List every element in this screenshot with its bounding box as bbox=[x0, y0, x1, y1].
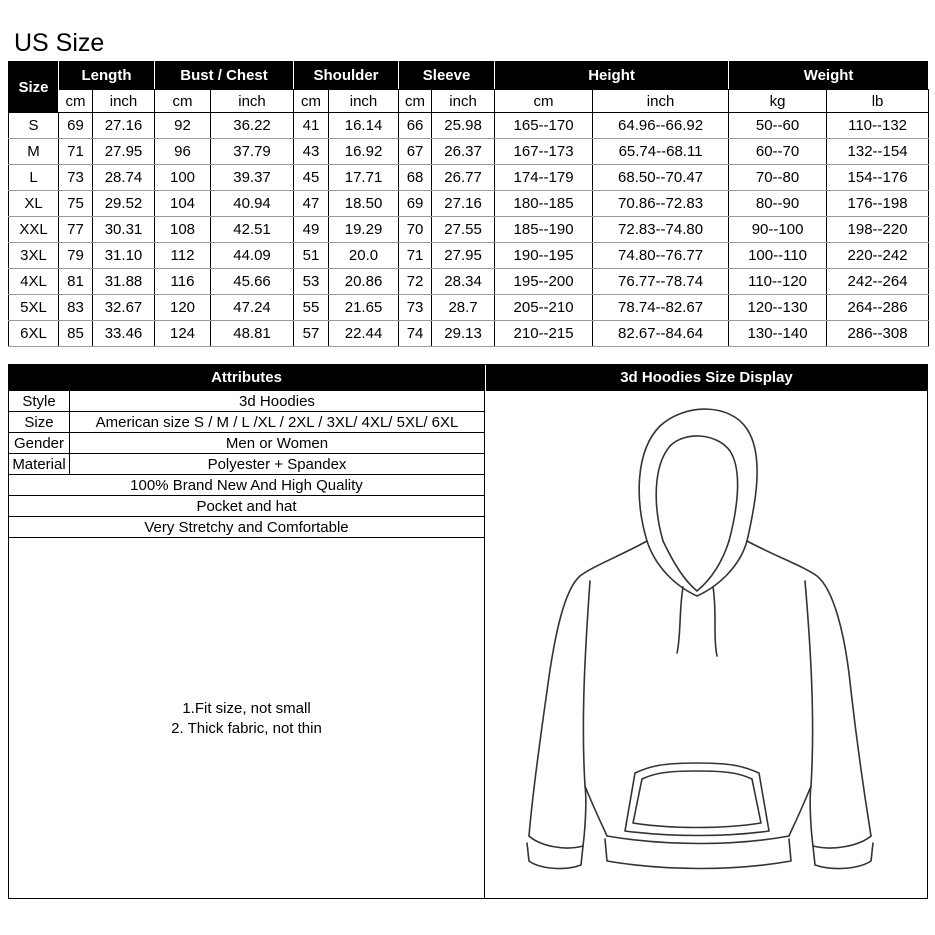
attribute-key: Material bbox=[9, 454, 70, 475]
table-cell: 22.44 bbox=[329, 321, 399, 347]
table-cell: 96 bbox=[155, 139, 211, 165]
table-cell: 26.77 bbox=[432, 165, 495, 191]
size-chart-table bbox=[8, 61, 929, 347]
table-cell: 85 bbox=[59, 321, 93, 347]
table-cell: 198--220 bbox=[827, 217, 929, 243]
table-cell: 21.65 bbox=[329, 295, 399, 321]
table-cell: 74 bbox=[399, 321, 432, 347]
table-cell: 81 bbox=[59, 269, 93, 295]
table-cell: 45 bbox=[294, 165, 329, 191]
table-cell: 68.50--70.47 bbox=[593, 165, 729, 191]
size-header: Size bbox=[9, 62, 59, 113]
table-cell: 242--264 bbox=[827, 269, 929, 295]
size-label-cell: S bbox=[9, 113, 59, 139]
note-line: 1.Fit size, not small bbox=[182, 700, 311, 717]
table-cell: 28.34 bbox=[432, 269, 495, 295]
size-label-cell: 6XL bbox=[9, 321, 59, 347]
table-cell: 69 bbox=[59, 113, 93, 139]
table-row bbox=[9, 269, 929, 295]
table-cell: 25.98 bbox=[432, 113, 495, 139]
table-cell: 50--60 bbox=[729, 113, 827, 139]
table-cell: 43 bbox=[294, 139, 329, 165]
table-cell: 53 bbox=[294, 269, 329, 295]
table-cell: 174--179 bbox=[495, 165, 593, 191]
table-cell: 82.67--84.64 bbox=[593, 321, 729, 347]
table-cell: 20.86 bbox=[329, 269, 399, 295]
table-cell: 29.13 bbox=[432, 321, 495, 347]
table-cell: 37.79 bbox=[211, 139, 294, 165]
table-cell: 49 bbox=[294, 217, 329, 243]
group-header-shoulder: Shoulder bbox=[294, 62, 399, 90]
table-cell: 205--210 bbox=[495, 295, 593, 321]
table-row bbox=[9, 295, 929, 321]
table-cell: 57 bbox=[294, 321, 329, 347]
table-cell: 29.52 bbox=[93, 191, 155, 217]
unit-header: cm bbox=[294, 90, 329, 113]
table-cell: 195--200 bbox=[495, 269, 593, 295]
table-cell: 66 bbox=[399, 113, 432, 139]
table-cell: 31.88 bbox=[93, 269, 155, 295]
table-cell: 17.71 bbox=[329, 165, 399, 191]
attribute-row bbox=[9, 433, 484, 454]
group-header-length: Length bbox=[59, 62, 155, 90]
table-cell: 48.81 bbox=[211, 321, 294, 347]
table-cell: 124 bbox=[155, 321, 211, 347]
table-row bbox=[9, 217, 929, 243]
table-cell: 27.16 bbox=[93, 113, 155, 139]
table-cell: 264--286 bbox=[827, 295, 929, 321]
unit-header: kg bbox=[729, 90, 827, 113]
table-cell: 108 bbox=[155, 217, 211, 243]
table-cell: 19.29 bbox=[329, 217, 399, 243]
table-cell: 80--90 bbox=[729, 191, 827, 217]
table-cell: 167--173 bbox=[495, 139, 593, 165]
table-cell: 100--110 bbox=[729, 243, 827, 269]
table-cell: 70 bbox=[399, 217, 432, 243]
table-cell: 72 bbox=[399, 269, 432, 295]
table-cell: 71 bbox=[399, 243, 432, 269]
attribute-line: Very Stretchy and Comfortable bbox=[9, 517, 484, 538]
attributes-header: Attributes bbox=[9, 365, 484, 391]
table-cell: 70--80 bbox=[729, 165, 827, 191]
table-row bbox=[9, 321, 929, 347]
attribute-line: 100% Brand New And High Quality bbox=[9, 475, 484, 496]
attribute-key: Gender bbox=[9, 433, 70, 454]
table-cell: 60--70 bbox=[729, 139, 827, 165]
hoodie-outline-icon bbox=[485, 391, 928, 899]
table-row bbox=[9, 139, 929, 165]
table-row bbox=[9, 243, 929, 269]
table-cell: 132--154 bbox=[827, 139, 929, 165]
table-cell: 165--170 bbox=[495, 113, 593, 139]
attribute-key: Size bbox=[9, 412, 70, 433]
attribute-line: Pocket and hat bbox=[9, 496, 484, 517]
table-cell: 26.37 bbox=[432, 139, 495, 165]
table-cell: 77 bbox=[59, 217, 93, 243]
size-label-cell: 5XL bbox=[9, 295, 59, 321]
attributes-table bbox=[9, 391, 484, 538]
attribute-line-row bbox=[9, 496, 484, 517]
attribute-line-row bbox=[9, 475, 484, 496]
group-header-weight: Weight bbox=[729, 62, 929, 90]
table-cell: 67 bbox=[399, 139, 432, 165]
attribute-line-row bbox=[9, 517, 484, 538]
table-row bbox=[9, 165, 929, 191]
group-header-sleeve: Sleeve bbox=[399, 62, 495, 90]
table-cell: 44.09 bbox=[211, 243, 294, 269]
table-row bbox=[9, 113, 929, 139]
table-cell: 79 bbox=[59, 243, 93, 269]
table-cell: 20.0 bbox=[329, 243, 399, 269]
table-cell: 74.80--76.77 bbox=[593, 243, 729, 269]
table-cell: 75 bbox=[59, 191, 93, 217]
table-cell: 78.74--82.67 bbox=[593, 295, 729, 321]
unit-header: inch bbox=[329, 90, 399, 113]
table-cell: 31.10 bbox=[93, 243, 155, 269]
table-cell: 33.46 bbox=[93, 321, 155, 347]
size-display-header: 3d Hoodies Size Display bbox=[485, 365, 927, 391]
table-cell: 69 bbox=[399, 191, 432, 217]
table-cell: 210--215 bbox=[495, 321, 593, 347]
size-label-cell: XL bbox=[9, 191, 59, 217]
table-cell: 83 bbox=[59, 295, 93, 321]
table-cell: 120 bbox=[155, 295, 211, 321]
unit-header: inch bbox=[432, 90, 495, 113]
table-cell: 27.16 bbox=[432, 191, 495, 217]
table-cell: 16.92 bbox=[329, 139, 399, 165]
group-header-height: Height bbox=[495, 62, 729, 90]
size-label-cell: M bbox=[9, 139, 59, 165]
table-cell: 73 bbox=[399, 295, 432, 321]
table-cell: 110--132 bbox=[827, 113, 929, 139]
table-cell: 286--308 bbox=[827, 321, 929, 347]
table-cell: 70.86--72.83 bbox=[593, 191, 729, 217]
note-line: 2. Thick fabric, not thin bbox=[171, 720, 322, 737]
table-cell: 36.22 bbox=[211, 113, 294, 139]
table-cell: 185--190 bbox=[495, 217, 593, 243]
table-cell: 180--185 bbox=[495, 191, 593, 217]
table-cell: 154--176 bbox=[827, 165, 929, 191]
table-row bbox=[9, 191, 929, 217]
unit-header: cm bbox=[59, 90, 93, 113]
table-cell: 16.14 bbox=[329, 113, 399, 139]
table-cell: 90--100 bbox=[729, 217, 827, 243]
table-cell: 190--195 bbox=[495, 243, 593, 269]
table-cell: 28.74 bbox=[93, 165, 155, 191]
page-title: US Size bbox=[14, 29, 105, 57]
table-cell: 68 bbox=[399, 165, 432, 191]
table-cell: 45.66 bbox=[211, 269, 294, 295]
table-cell: 40.94 bbox=[211, 191, 294, 217]
attribute-value: Men or Women bbox=[70, 433, 485, 454]
table-cell: 47.24 bbox=[211, 295, 294, 321]
notes-block bbox=[9, 699, 484, 739]
table-cell: 76.77--78.74 bbox=[593, 269, 729, 295]
table-cell: 65.74--68.11 bbox=[593, 139, 729, 165]
unit-header: cm bbox=[495, 90, 593, 113]
table-cell: 18.50 bbox=[329, 191, 399, 217]
table-cell: 116 bbox=[155, 269, 211, 295]
table-cell: 72.83--74.80 bbox=[593, 217, 729, 243]
table-cell: 220--242 bbox=[827, 243, 929, 269]
unit-header: inch bbox=[593, 90, 729, 113]
size-label-cell: XXL bbox=[9, 217, 59, 243]
attributes-panel bbox=[8, 364, 485, 899]
table-cell: 47 bbox=[294, 191, 329, 217]
size-label-cell: 4XL bbox=[9, 269, 59, 295]
attribute-value: Polyester + Spandex bbox=[70, 454, 485, 475]
table-cell: 27.55 bbox=[432, 217, 495, 243]
table-cell: 92 bbox=[155, 113, 211, 139]
table-cell: 39.37 bbox=[211, 165, 294, 191]
table-cell: 100 bbox=[155, 165, 211, 191]
size-label-cell: L bbox=[9, 165, 59, 191]
unit-header: lb bbox=[827, 90, 929, 113]
group-header-bust: Bust / Chest bbox=[155, 62, 294, 90]
attribute-row bbox=[9, 412, 484, 433]
table-cell: 112 bbox=[155, 243, 211, 269]
table-cell: 41 bbox=[294, 113, 329, 139]
attribute-value: American size S / M / L /XL / 2XL / 3XL/ 4XL/ 5XL/ 6XL bbox=[70, 412, 485, 433]
attribute-row bbox=[9, 454, 484, 475]
attribute-row bbox=[9, 391, 484, 412]
attribute-value: 3d Hoodies bbox=[70, 391, 485, 412]
unit-header: inch bbox=[211, 90, 294, 113]
size-display-panel bbox=[485, 364, 928, 899]
table-cell: 55 bbox=[294, 295, 329, 321]
table-cell: 130--140 bbox=[729, 321, 827, 347]
table-cell: 64.96--66.92 bbox=[593, 113, 729, 139]
table-cell: 73 bbox=[59, 165, 93, 191]
unit-header: inch bbox=[93, 90, 155, 113]
table-cell: 42.51 bbox=[211, 217, 294, 243]
size-label-cell: 3XL bbox=[9, 243, 59, 269]
table-cell: 120--130 bbox=[729, 295, 827, 321]
attribute-key: Style bbox=[9, 391, 70, 412]
table-cell: 27.95 bbox=[432, 243, 495, 269]
unit-header: cm bbox=[399, 90, 432, 113]
table-cell: 27.95 bbox=[93, 139, 155, 165]
table-cell: 176--198 bbox=[827, 191, 929, 217]
table-cell: 30.31 bbox=[93, 217, 155, 243]
table-cell: 71 bbox=[59, 139, 93, 165]
table-cell: 110--120 bbox=[729, 269, 827, 295]
table-cell: 28.7 bbox=[432, 295, 495, 321]
table-cell: 32.67 bbox=[93, 295, 155, 321]
table-cell: 104 bbox=[155, 191, 211, 217]
table-cell: 51 bbox=[294, 243, 329, 269]
unit-header: cm bbox=[155, 90, 211, 113]
